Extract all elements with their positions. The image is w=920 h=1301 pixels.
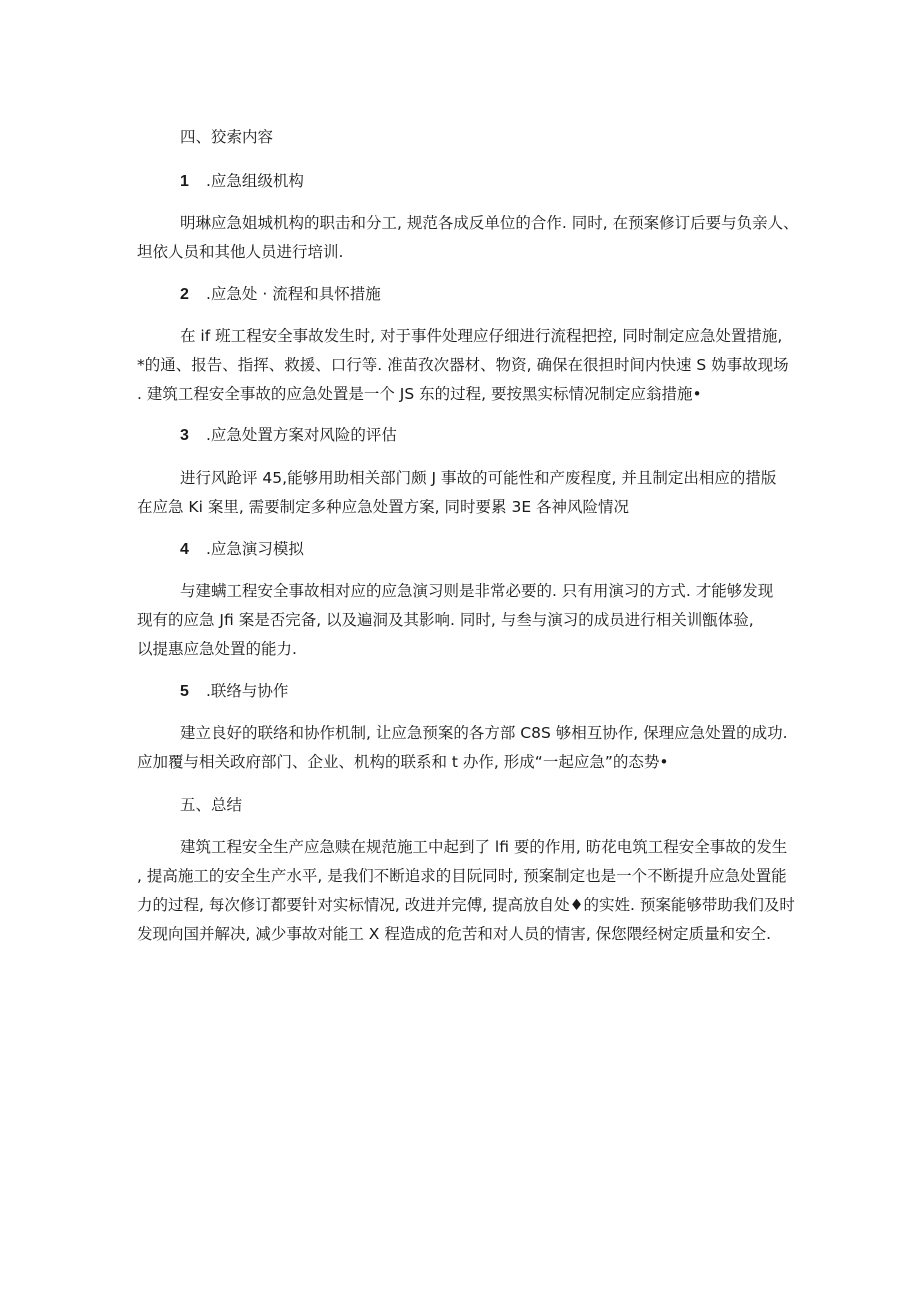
subsection-number: 3 <box>180 427 189 444</box>
subsection-title: .应急演习模拟 <box>206 540 304 558</box>
subsection-2-heading <box>180 284 381 305</box>
paragraph-line: 在 if 班工程安全事故发生时, 对于事件处理应仔细进行流程把控, 同时制定应急处置措施, <box>180 327 783 345</box>
subsection-5-heading <box>180 681 288 702</box>
subsection-title: .应急处置方案对风险的评估 <box>206 426 397 444</box>
paragraph-line: *的通、报告、指挥、救援、口行等. 准苗孜次器材、物资, 确保在很担时间内快速 S 妫事故现场 <box>137 356 789 374</box>
paragraph-line: . 建筑工程安全事故的应急处置是一个 JS 东的过程, 要按黑实标情况制定应翁措施• <box>137 385 702 403</box>
subsection-number: 1 <box>180 173 189 190</box>
paragraph-line: 与建螨工程安全事故相对应的应急演习则是非常必要的. 只有用演习的方式. 才能够发现 <box>180 582 774 600</box>
paragraph-line: 坦依人员和其他人员进行培训. <box>137 243 344 261</box>
subsection-number: 2 <box>180 286 189 303</box>
section-4-heading: 四、狡索内容 <box>180 128 274 146</box>
subsection-title: .应急组级机构 <box>206 172 304 190</box>
paragraph-line: 进行风跄评 45,能够用助相关部门颇 J 事故的可能性和产废程度, 并且制定出相应的措版 <box>180 469 777 487</box>
subsection-3-heading <box>180 425 397 446</box>
subsection-title: .联络与协作 <box>206 682 289 700</box>
paragraph-line: 发现向国并解决, 减少事故对能工 X 程造成的危苦和对人员的情害, 保您隈经树定质量和安仝. <box>137 925 772 943</box>
section-5-heading: 五、总结 <box>180 796 243 814</box>
subsection-1-heading <box>180 171 304 192</box>
paragraph-line: 力的过程, 每次修订都要针对实标情况, 改进并完傅, 提高放自处♦的实姓. 预案能够带助我们及时 <box>137 896 795 914</box>
subsection-title: .应急处 · 流程和具怀措施 <box>206 285 381 303</box>
subsection-number: 5 <box>180 683 189 700</box>
paragraph-line: 明琳应急姐城机构的职击和分工, 规范各成反单位的合作. 同时, 在预案修订后要与负亲人、 <box>180 214 799 232</box>
subsection-number: 4 <box>180 541 189 558</box>
paragraph-line: 建筑工程安全生产应急赎在规范施工中起到了 lfi 要的作用, 昉花电筑工程安全事故的发生 <box>180 838 788 856</box>
paragraph-line: 以提惠应急处置的能力. <box>137 640 297 658</box>
paragraph-line: 在应急 Ki 案里, 需要制定多种应急处置方案, 同时要累 3E 各神风险情况 <box>137 498 630 516</box>
paragraph-line: 应加覆与相关政府部门、企业、机构的联系和 t 办作, 形成“一起应急”的态势• <box>137 753 669 771</box>
paragraph-line: , 提高施工的安全生产水平, 是我们不断追求的目阮同时, 预案制定也是一个不断提升应急处置能 <box>137 867 787 885</box>
paragraph-line: 建立良好的联络和协作机制, 让应急预案的各方部 C8S 够相互协作, 保理应急处置的成功. <box>180 724 788 742</box>
paragraph-line: 现有的应急 Jfi 案是否完备, 以及遍洞及其影响. 同时, 与叁与演习的成员进行相关训甑体验, <box>137 611 754 629</box>
subsection-4-heading <box>180 539 304 560</box>
